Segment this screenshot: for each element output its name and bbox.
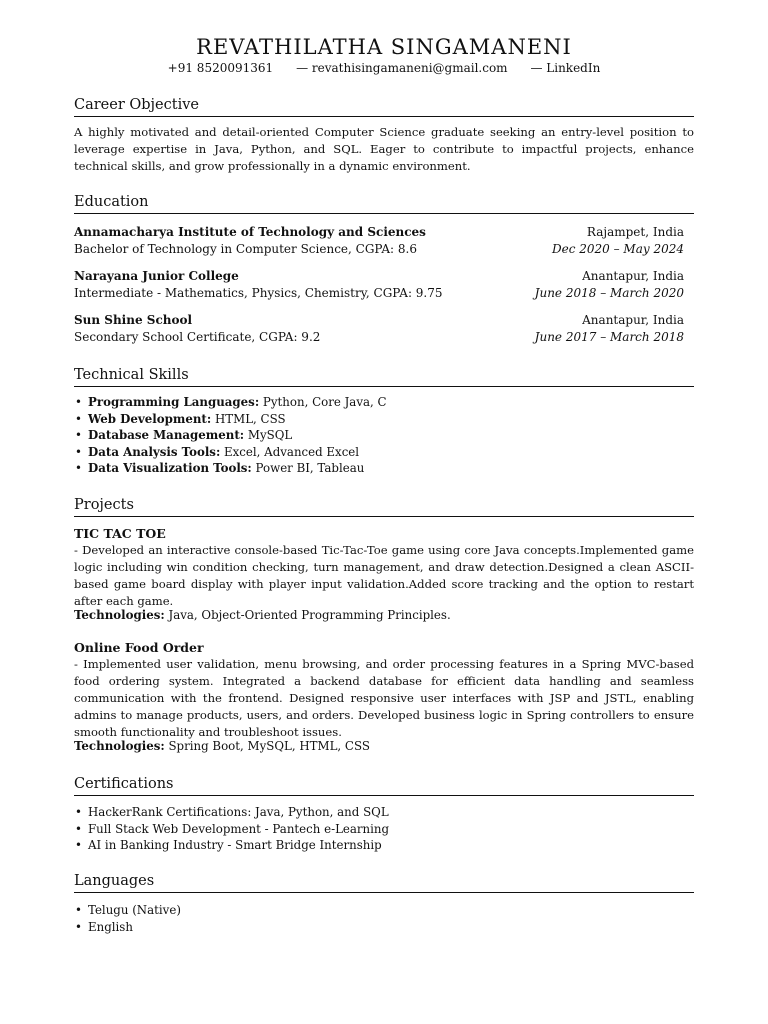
degree: Bachelor of Technology in Computer Science, CGPA: 8.6 [74,242,417,256]
bullet-icon: • [75,461,82,475]
email-link[interactable]: — revathisingamaneni@gmail.com [296,61,508,75]
list-item: • Programming Languages: Python, Core Java, C [75,395,387,409]
bullet-icon: • [75,903,82,917]
list-item: • Telugu (Native) [75,903,181,917]
bullet-icon: • [75,411,82,426]
contact-line [0,60,768,76]
education-dates: June 2018 – March 2020 [534,286,684,300]
institution-location: Anantapur, India [582,313,684,327]
institution-location: Anantapur, India [582,269,684,283]
career-objective-heading: Career Objective [74,96,694,117]
education-dates: June 2017 – March 2018 [534,330,684,344]
project-description: - Developed an interactive console-based Tic-Tac-Toe game using core Java concepts.Implemented game logic including win condition checking, turn management, and draw detection.Designed a clean ASCII-based game board display with player input validation.Added score tracking and the option to restart after each game. [74,543,694,608]
degree: Secondary School Certificate, CGPA: 9.2 [74,330,321,344]
career-objective-text: A highly motivated and detail-oriented Computer Science graduate seeking an entry-level position to leverage expertise in Java, Python, and SQL. Eager to contribute to impactful projects, enhance technical skills, and grow professionally in a dynamic environment. [74,125,694,173]
skills-list [74,394,694,477]
list-item: • Database Management: MySQL [75,428,293,442]
institution-name: Narayana Junior College [74,269,239,283]
certifications-heading: Certifications [74,775,694,796]
bullet-icon: • [75,821,82,836]
bullet-icon: • [75,428,82,442]
languages-list [74,902,694,935]
list-item: • Web Development: HTML, CSS [75,411,286,426]
institution-name: Annamacharya Institute of Technology and Sciences [74,225,426,239]
project-title: Online Food Order [74,640,204,655]
projects-heading: Projects [74,496,694,517]
list-item: • Data Visualization Tools: Power BI, Tableau [75,461,365,475]
bullet-icon: • [75,919,82,934]
technical-skills-heading: Technical Skills [74,366,694,387]
list-item: • Full Stack Web Development - Pantech e-Learning [75,821,390,836]
phone-number: +91 8520091361 [167,61,274,75]
project-technologies: Technologies: Spring Boot, MySQL, HTML, CSS [74,739,370,753]
bullet-icon: • [75,805,82,819]
candidate-name: REVATHILATHA SINGAMANENI [196,35,572,59]
institution-name: Sun Shine School [74,313,193,327]
list-item: • AI in Banking Industry - Smart Bridge Internship [75,838,382,852]
project-description: - Implemented user validation, menu browsing, and order processing features in a Spring MVC-based food ordering system. Integrated a backend database for efficient data handling and seamless communication with the frontend. Designed responsive user interfaces with JSP and JSTL, enabling admins to manage products, users, and orders. Developed business logic in Spring controllers to ensure smooth functionality and troubleshoot issues. [74,657,694,739]
project-title: TIC TAC TOE [74,526,166,541]
education-dates: Dec 2020 – May 2024 [552,242,684,256]
list-item: • HackerRank Certifications: Java, Python, and SQL [75,805,389,819]
linkedin-link[interactable]: — LinkedIn [530,61,601,75]
education-heading: Education [74,193,694,214]
list-item: • English [75,919,133,934]
project-technologies: Technologies: Java, Object-Oriented Programming Principles. [74,608,451,622]
bullet-icon: • [75,838,82,852]
bullet-icon: • [75,444,82,459]
certifications-list [74,804,694,854]
institution-location: Rajampet, India [586,225,684,239]
languages-heading: Languages [74,872,694,893]
bullet-icon: • [75,395,82,409]
degree: Intermediate - Mathematics, Physics, Chemistry, CGPA: 9.75 [74,286,443,300]
list-item: • Data Analysis Tools: Excel, Advanced Excel [75,444,360,459]
